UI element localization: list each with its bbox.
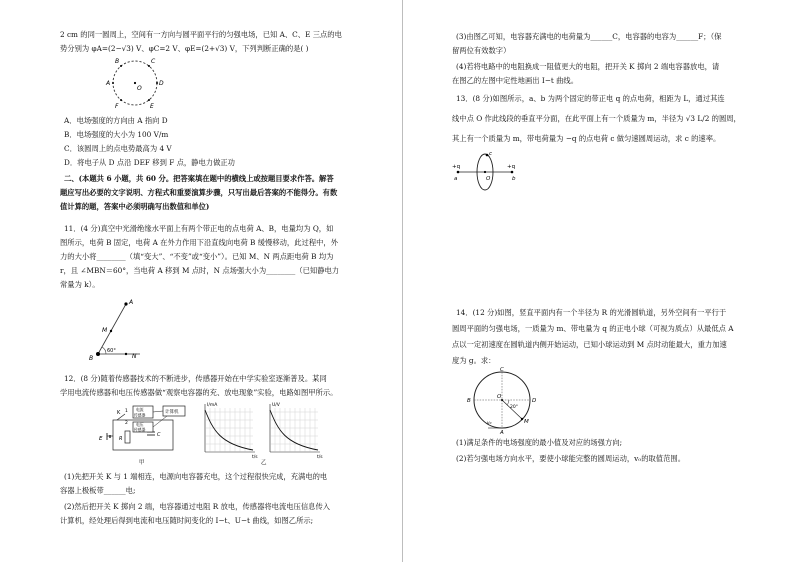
q12-label-current: 电流	[136, 407, 144, 412]
q11-fig-label-a: A	[129, 299, 134, 306]
q12-label-1: 1	[125, 409, 128, 414]
q14-line-3: 点以一定初速度在圆轨道内侧开始运动，已知小球运动到 M 点时动能最大，重力加速	[452, 340, 727, 349]
q12-label-2: 2	[125, 421, 128, 426]
q12-label-computer: 计算机	[165, 410, 179, 415]
q12-caption-yi: 乙	[261, 460, 267, 466]
q12-cont-line-3: (4)若将电路中的电阻换成一阻值更大的电阻，把开关 K 掷向 2 端电容器放电，请	[456, 62, 720, 71]
q13-label-b: b	[512, 176, 516, 182]
q10-option-b: B．电场强度的大小为 100 V/m	[64, 130, 169, 139]
q12-cont-line-4: 在图乙的左图中定性地画出 I−t 曲线。	[452, 76, 579, 85]
q13-label-c: c	[489, 151, 493, 157]
q12-label-k: K	[117, 410, 121, 416]
q10-fig-label-b: B	[115, 58, 120, 65]
q14-label-a: A	[500, 430, 504, 434]
q11-line-3: 力的大小将________（填“变大”、“不变”或“变小”）。已知 M、N 两点距电荷 B 均为	[60, 252, 334, 261]
q12-graph1-ylabel: I/mA	[207, 403, 218, 408]
q14-label-c: C	[500, 367, 504, 373]
q13-label-plus-q-right: +q	[507, 164, 516, 170]
q13-figure	[450, 146, 520, 194]
q10-fig-label-c: C	[151, 58, 156, 65]
q13-line-3: 其上有一个质量为 m，带电荷量为 −q 的点电荷 c 做匀速圆周运动，求 c 的速率。	[452, 134, 721, 143]
section-2-heading-line-2: 题应写出必要的文字说明、方程式和重要演算步骤，只写出最后答案的不能得分。有数	[60, 188, 338, 197]
q12-circuit-diagram	[99, 406, 185, 466]
q11-fig-label-n: N	[132, 353, 137, 360]
q13-label-plus-q-left: +q	[452, 164, 461, 170]
q10-circle-figure	[95, 54, 175, 112]
q11-line-2: 图所示，电荷 B 固定，电荷 A 在外力作用下沿直线向电荷 B 缓慢移动，此过程中，外	[60, 238, 339, 247]
right-column	[410, 0, 794, 562]
q10-option-d: D．将电子从 D 点沿 DEF 移到 F 点，静电力做正功	[64, 158, 235, 167]
q12-graph2-xlabel: t/s	[317, 455, 323, 460]
q12-cont-line-2: 留两位有效数字）	[452, 46, 511, 55]
q12-graph2-ylabel: U/V	[272, 403, 280, 408]
q11-line-5: 常量为 k）。	[60, 280, 100, 289]
section-2-heading-line-1: 二、(本题共 6 小题，共 60 分。把答案填在题中的横线上或按题目要求作答。解答	[64, 174, 334, 183]
q12-graph-u-t	[270, 402, 323, 460]
q12-cont-line-1: (3)由图乙可知，电容器充满电的电荷量为______C，电容器的电容为______F；（保	[456, 32, 722, 41]
q11-fig-label-angle: 60°	[107, 348, 116, 354]
q14-label-o: O	[497, 394, 502, 400]
q10-fig-label-a: A	[106, 80, 111, 87]
q12-label-voltage: 电压	[136, 422, 144, 427]
q12-label-sensor-1: 传感器	[134, 412, 146, 418]
q12-sub-line-4: 计算机，经处理后得到电流和电压随时间变化的 I−t、U−t 曲线，如图乙所示;	[60, 516, 314, 525]
q10-option-a: A．电场强度的方向由 A 指向 D	[64, 116, 168, 125]
q11-line-4: r，且 ∠MBN＝60°，当电荷 A 移到 M 点时，N 点场强大小为________（已知静电力	[60, 266, 340, 275]
q14-line-2: 圆周平面的匀强电场，一质量为 m、带电量为 q 的正电小球（可视为质点）从最低点 A	[452, 324, 734, 333]
q10-stem-line-1: 2 cm 的同一圆周上，空间有一方向与圆平面平行的匀强电场，已知 A、C、E 三点的电	[60, 30, 342, 39]
q14-label-v0: v₀	[487, 421, 492, 426]
q10-fig-label-d: D	[159, 80, 164, 87]
q13-line-2: 线中点 O 作此线段的垂直平分面，在此平面上有一个质量为 m，半径为 √3 L/2 的圆周，	[452, 114, 741, 123]
q14-sub-line-1: (1)满足条件的电场强度的最小值及对应的场强方向;	[456, 438, 623, 447]
q12-label-sensor-2: 传感器	[134, 427, 146, 432]
q12-sub-line-3: (2)然后把开关 K 掷向 2 端，电容器通过电阻 R 放电，传感器将电流电压信息传入	[64, 502, 331, 511]
q11-fig-label-b: B	[89, 355, 94, 362]
q12-graph1-xlabel: t/s	[252, 455, 258, 460]
q14-sub-line-2: (2)若匀强电场方向水平，要使小球能完整的圆周运动，v₀的取值范围。	[456, 454, 685, 463]
q12-graph-i-t	[205, 402, 258, 460]
left-column	[0, 0, 395, 562]
q12-sub-line-2: 容器上极板带______电;	[60, 486, 136, 495]
q14-label-angle: 20°	[510, 405, 518, 410]
q14-label-b: B	[467, 398, 471, 404]
q14-line-4: 度为 g。求：	[452, 356, 496, 365]
q13-label-a: a	[454, 176, 458, 182]
q12-sub-line-1: (1)先把开关 K 与 1 端相连，电源向电容器充电，这个过程很快完成，充满电的电	[64, 472, 328, 481]
q12-label-e: E	[99, 436, 103, 442]
q12-label-r: R	[119, 436, 123, 442]
q12-label-c: C	[157, 432, 161, 438]
q11-charge-figure	[85, 292, 180, 364]
q14-label-d: D	[532, 398, 537, 404]
q10-fig-label-o: O	[137, 85, 142, 92]
q13-line-1: 13．(8 分)如图所示，a、b 为两个固定的带正电 q 的点电荷，相距为 L，通过其连	[456, 94, 725, 103]
q10-stem-line-2: 势分别为 φA=(2−√3) V、φC=2 V、φE=(2+√3) V，下列判断正确的是( )	[60, 44, 309, 53]
q12-line-1: 12．(8 分)随着传感器技术的不断进步，传感器开始在中学实验室逐渐普及。某同	[64, 374, 327, 383]
q13-label-o: O	[486, 176, 491, 182]
q12-circuit-and-graphs-figure	[95, 400, 330, 468]
q14-circle-figure	[462, 366, 542, 434]
section-2-heading-line-3: 值计算的题，答案中必须明确写出数值和单位)	[60, 202, 210, 211]
q10-fig-label-f: F	[115, 103, 119, 110]
q11-fig-label-m: M	[102, 327, 108, 334]
q12-line-2: 学用电流传感器和电压传感器做“观察电容器的充、放电现象”实验，电路如图甲所示。	[60, 388, 338, 397]
q12-caption-jia: 甲	[139, 460, 145, 466]
q11-line-1: 11．(4 分)真空中光滑绝缘水平面上有两个带正电的点电荷 A、B，电量均为 Q，如	[64, 224, 334, 233]
q10-option-c: C．该圆周上的点电势最高为 4 V	[64, 144, 172, 153]
q10-fig-label-e: E	[150, 103, 154, 110]
q14-line-1: 14．(12 分)如图，竖直平面内有一个半径为 R 的光滑圆轨道，另外空间有一平行于	[456, 308, 727, 317]
q14-label-m: M	[524, 419, 529, 425]
column-divider	[402, 0, 403, 562]
